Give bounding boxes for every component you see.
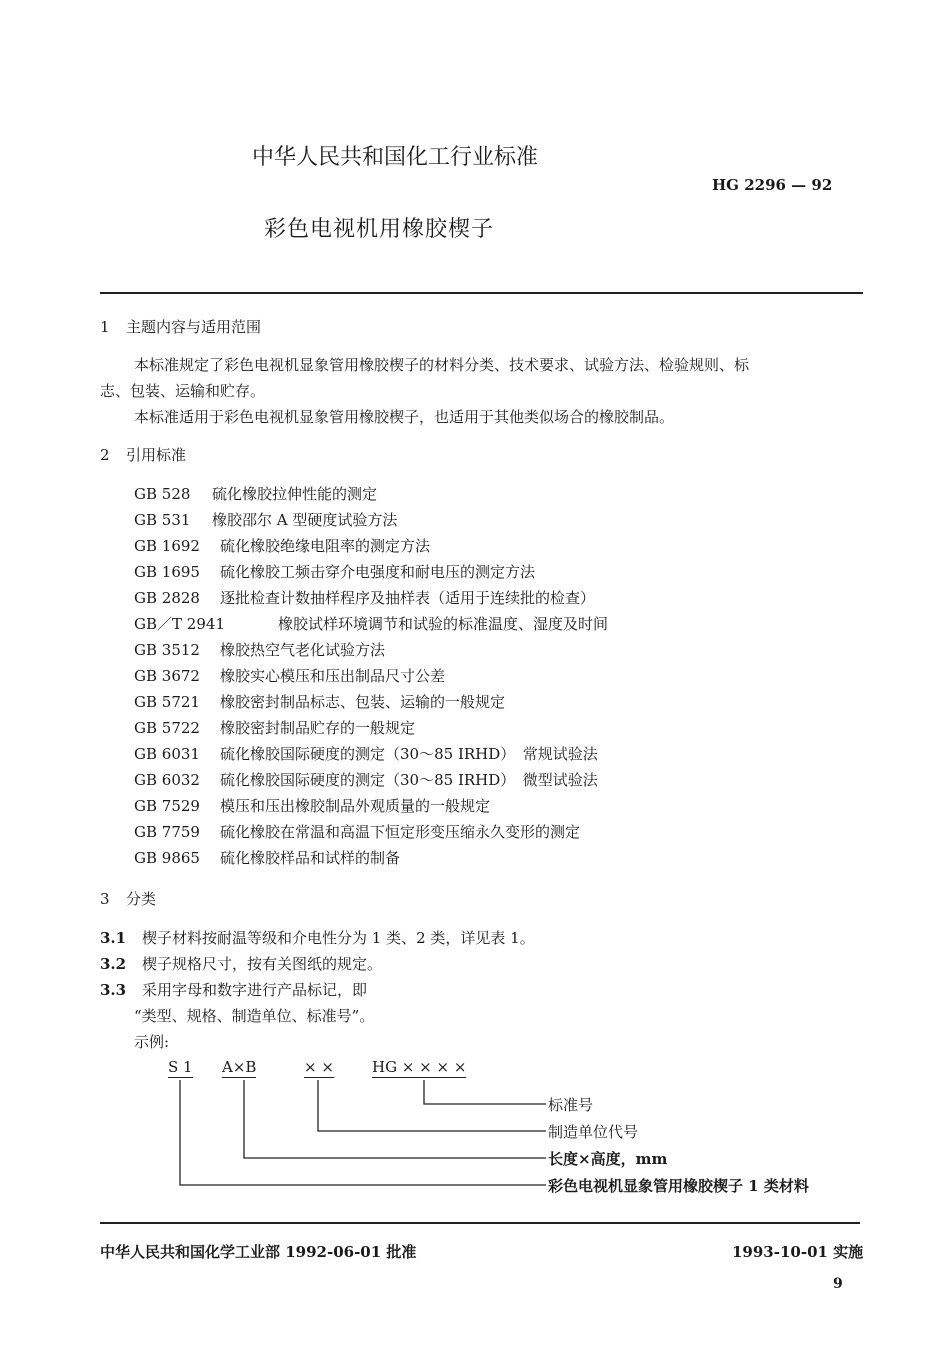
reference-item (134, 821, 580, 842)
reference-title: 硫化橡胶工频击穿介电强度和耐电压的测定方法 (220, 563, 536, 581)
header-rule (100, 292, 863, 294)
reference-code: GB 2828 (134, 589, 200, 607)
reference-item (134, 743, 598, 764)
section-3-heading (100, 888, 156, 909)
approval-line: 中华人民共和国化学工业部 1992-06-01 批准 (100, 1243, 417, 1261)
clause-text: 采用字母和数字进行产品标记，即 (142, 981, 368, 999)
diagram-code-type: S 1 (168, 1058, 193, 1076)
section-1-para-1-line-1: 本标准规定了彩色电视机显象管用橡胶楔子的材料分类、技术要求、试验方法、检验规则、标 (134, 356, 750, 374)
reference-code: GB 9865 (134, 849, 200, 867)
reference-code: GB 5721 (134, 693, 200, 711)
reference-code: GB 6031 (134, 745, 200, 763)
reference-title: 硫化橡胶绝缘电阻率的测定方法 (220, 537, 431, 555)
reference-title: 橡胶邵尔 A 型硬度试验方法 (212, 511, 398, 529)
example-label: 示例: (134, 1033, 170, 1051)
section-title: 分类 (126, 890, 157, 908)
diagram-code-manufacturer: × × (304, 1058, 334, 1076)
diagram-label-type: 彩色电视机显象管用橡胶楔子 1 类材料 (548, 1177, 809, 1195)
connector-manufacturer (318, 1080, 546, 1131)
section-number: 2 (100, 446, 110, 464)
reference-item (134, 795, 490, 816)
reference-title: 橡胶实心模压和压出制品尺寸公差 (220, 667, 446, 685)
diagram-label-size: 长度×高度，mm (548, 1150, 668, 1168)
standard-number: HG 2296 — 92 (712, 176, 833, 194)
clause-text: 楔子规格尺寸，按有关图纸的规定。 (142, 955, 383, 973)
reference-item (134, 639, 385, 660)
clause-3-1 (100, 927, 535, 948)
diagram-label-standard: 标准号 (548, 1096, 594, 1114)
connector-type (180, 1080, 546, 1185)
reference-title: 模压和压出橡胶制品外观质量的一般规定 (220, 797, 491, 815)
reference-code: GB 3512 (134, 641, 200, 659)
reference-item (134, 691, 505, 712)
reference-title: 硫化橡胶国际硬度的测定（30～85 IRHD） 常规试验法 (220, 745, 598, 763)
reference-code: GB／T 2941 (134, 615, 225, 633)
document-title: 彩色电视机用橡胶楔子 (264, 217, 495, 242)
reference-code: GB 531 (134, 511, 191, 529)
clause-3-2 (100, 953, 382, 974)
clause-text: 楔子材料按耐温等级和介电性分为 1 类、2 类，详见表 1。 (142, 929, 535, 947)
section-number: 1 (100, 318, 110, 336)
reference-code: GB 528 (134, 485, 191, 503)
reference-code: GB 5722 (134, 719, 200, 737)
reference-item (134, 561, 535, 582)
reference-title: 橡胶热空气老化试验方法 (220, 641, 386, 659)
reference-item (134, 587, 595, 608)
reference-title: 橡胶试样环境调节和试验的标准温度、湿度及时间 (278, 615, 609, 633)
reference-item (134, 769, 598, 790)
section-2-heading (100, 444, 186, 465)
reference-code: GB 1695 (134, 563, 200, 581)
reference-code: GB 3672 (134, 667, 200, 685)
diagram-label-manufacturer: 制造单位代号 (548, 1123, 639, 1141)
reference-item (134, 535, 430, 556)
reference-title: 硫化橡胶在常温和高温下恒定形变压缩永久变形的测定 (220, 823, 581, 841)
clause-number: 3.3 (100, 981, 127, 999)
connector-size (244, 1080, 546, 1158)
clause-number: 3.2 (100, 955, 127, 973)
clause-3-3 (100, 979, 367, 1000)
section-1-para-2: 本标准适用于彩色电视机显象管用橡胶楔子，也适用于其他类似场合的橡胶制品。 (134, 408, 675, 426)
footer-rule (100, 1222, 860, 1224)
marking-format-quote: “类型、规格、制造单位、标准号”。 (134, 1007, 375, 1025)
section-title: 引用标准 (126, 446, 187, 464)
reference-title: 逐批检查计数抽样程序及抽样表（适用于连续批的检查） (220, 589, 596, 607)
reference-item (134, 483, 377, 504)
reference-item (134, 613, 608, 634)
section-title: 主题内容与适用范围 (126, 318, 262, 336)
page-number: 9 (833, 1276, 843, 1292)
reference-code: GB 1692 (134, 537, 200, 555)
clause-number: 3.1 (100, 929, 127, 947)
section-1-heading (100, 316, 261, 337)
reference-code: GB 7759 (134, 823, 200, 841)
diagram-code-size: A×B (222, 1058, 257, 1076)
reference-title: 硫化橡胶拉伸性能的测定 (212, 485, 378, 503)
reference-title: 硫化橡胶国际硬度的测定（30～85 IRHD） 微型试验法 (220, 771, 598, 789)
issuing-organization: 中华人民共和国化工行业标准 (252, 145, 539, 170)
reference-item (134, 665, 445, 686)
section-number: 3 (100, 890, 110, 908)
reference-code: GB 7529 (134, 797, 200, 815)
connector-standard (424, 1080, 546, 1104)
reference-title: 硫化橡胶样品和试样的制备 (220, 849, 401, 867)
effective-date: 1993-10-01 实施 (732, 1243, 864, 1261)
reference-title: 橡胶密封制品标志、包装、运输的一般规定 (220, 693, 506, 711)
reference-title: 橡胶密封制品贮存的一般规定 (220, 719, 416, 737)
reference-item (134, 509, 397, 530)
reference-item (134, 847, 400, 868)
section-1-para-1-line-2: 志、包装、运输和贮存。 (100, 382, 266, 400)
diagram-code-standard: HG × × × × (372, 1058, 467, 1076)
reference-code: GB 6032 (134, 771, 200, 789)
diagram-connector-lines (170, 1078, 550, 1198)
reference-item (134, 717, 415, 738)
